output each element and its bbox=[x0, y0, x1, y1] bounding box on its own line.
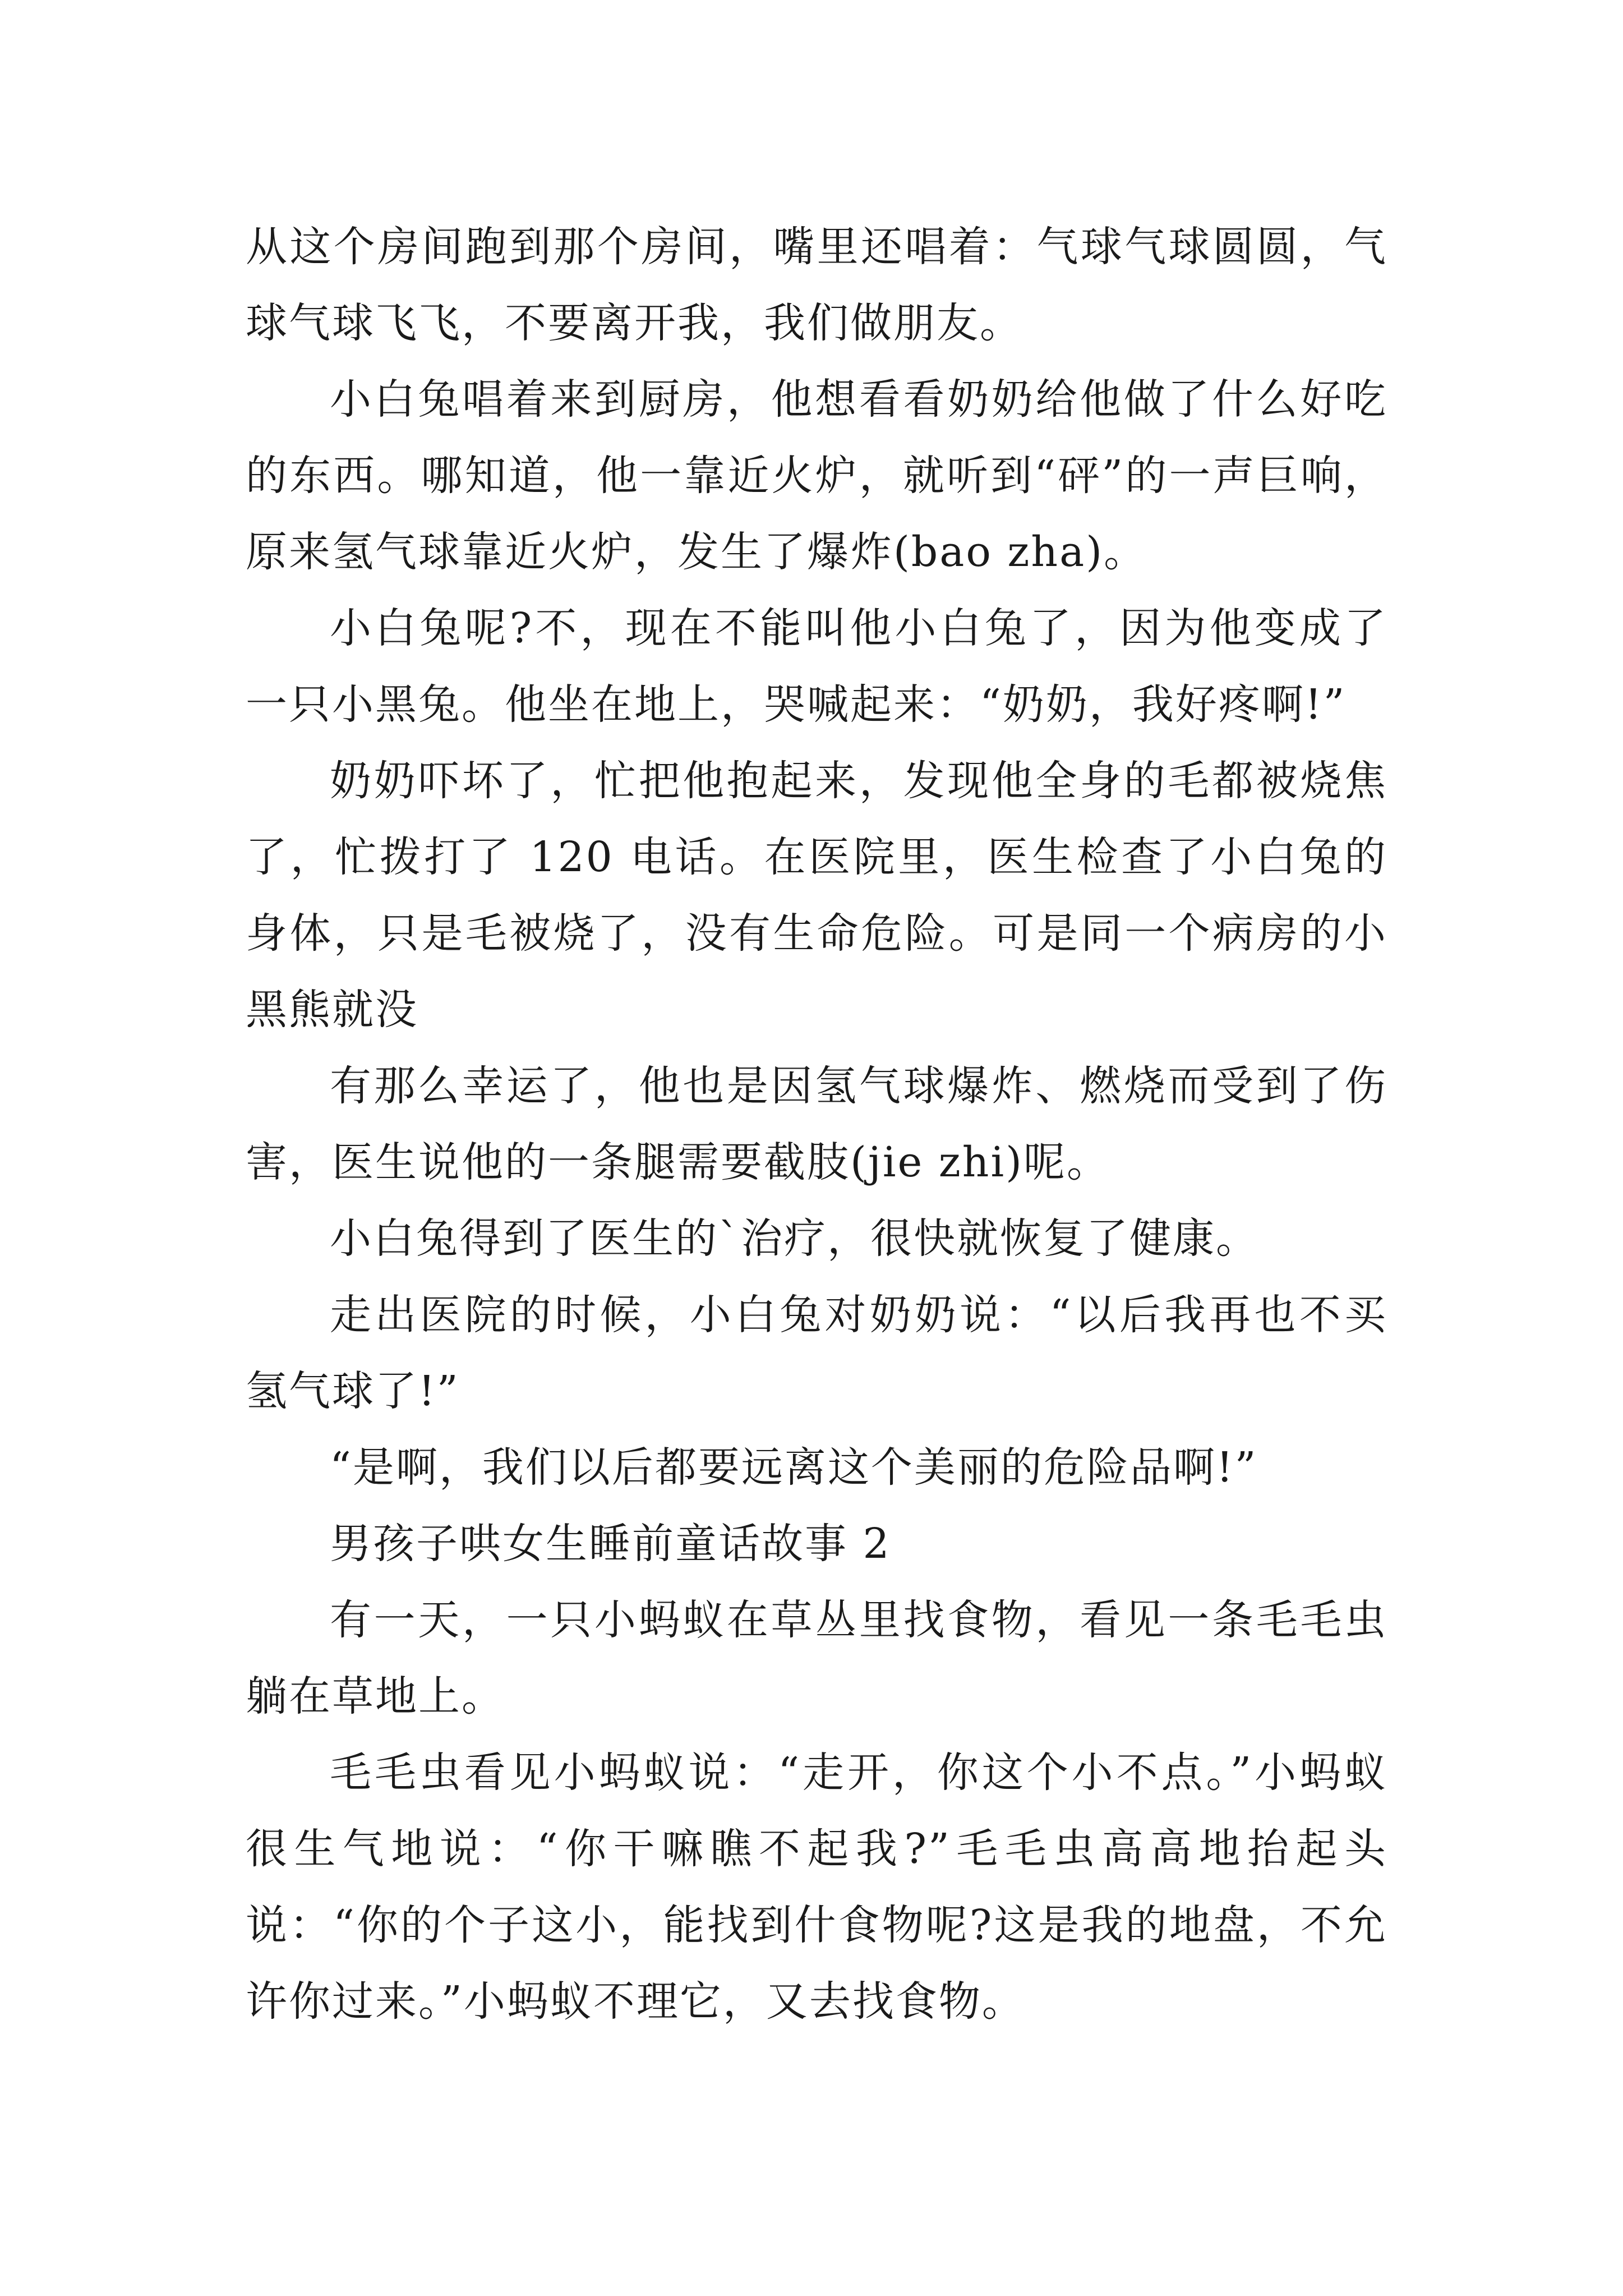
paragraph-7: 走出医院的时候，小白兔对奶奶说：“以后我再也不买氢气球了!” bbox=[246, 1291, 1387, 1415]
paragraph-1: 从这个房间跑到那个房间，嘴里还唱着：气球气球圆圆，气球气球飞飞，不要离开我，我们做朋友。 bbox=[246, 223, 1387, 347]
paragraph-8: “是啊，我们以后都要远离这个美丽的危险品啊!” bbox=[330, 1443, 1258, 1492]
paragraph-6: 小白兔得到了医生的`治疗，很快就恢复了健康。 bbox=[330, 1214, 1259, 1263]
paragraph-3: 小白兔呢?不，现在不能叫他小白兔了，因为他变成了一只小黑兔。他坐在地上，哭喊起来：“奶奶，我好疼啊!” bbox=[246, 604, 1387, 729]
document-body bbox=[246, 209, 1387, 2040]
section-heading: 男孩子哄女生睡前童话故事 2 bbox=[330, 1520, 891, 1568]
paragraph-10: 毛毛虫看见小蚂蚁说：“走开，你这个小不点。”小蚂蚁很生气地说：“你干嘛瞧不起我?”毛毛虫高高地抬起头说：“你的个子这小，能找到什食物呢?这是我的地盘，不允许你过来。”小蚂蚁不理它，又去找食物。 bbox=[246, 1749, 1387, 2026]
paragraph-2: 小白兔唱着来到厨房，他想看看奶奶给他做了什么好吃的东西。哪知道，他一靠近火炉，就听到“砰”的一声巨响，原来氢气球靠近火炉，发生了爆炸(bao zha)。 bbox=[246, 375, 1387, 576]
paragraph-9: 有一天，一只小蚂蚁在草丛里找食物，看见一条毛毛虫躺在草地上。 bbox=[246, 1596, 1387, 1720]
paragraph-4: 奶奶吓坏了，忙把他抱起来，发现他全身的毛都被烧焦了，忙拨打了 120 电话。在医院里，医生检查了小白兔的身体，只是毛被烧了，没有生命危险。可是同一个病房的小黑熊就没 bbox=[246, 757, 1387, 1034]
paragraph-5: 有那么幸运了，他也是因氢气球爆炸、燃烧而受到了伤害，医生说他的一条腿需要截肢(jie zhi)呢。 bbox=[246, 1062, 1387, 1186]
